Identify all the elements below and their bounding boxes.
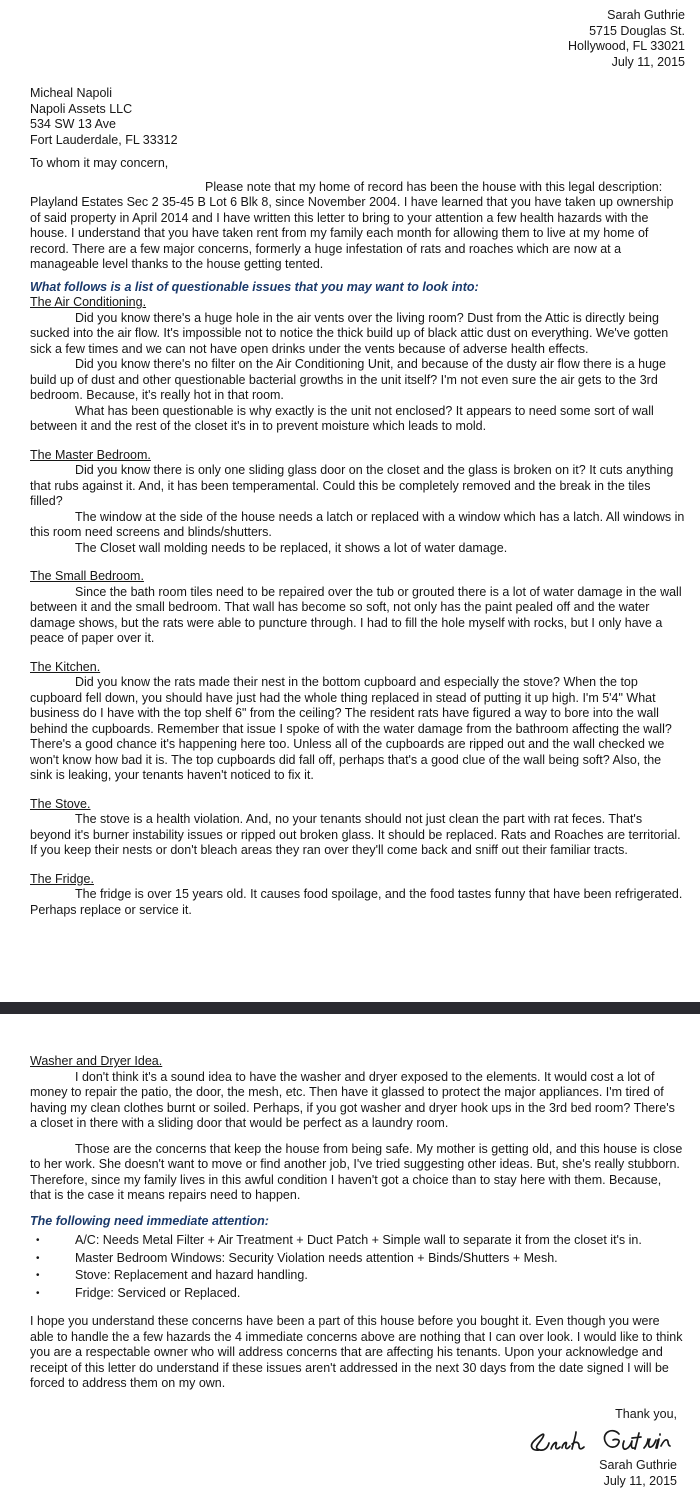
bullet-text: Fridge: Serviced or Replaced. [75, 1285, 685, 1303]
bullet-item [30, 1250, 685, 1268]
recipient-address: 534 SW 13 Ave [30, 117, 685, 133]
section-master-bedroom [30, 448, 685, 557]
section-heading: The Small Bedroom. [30, 569, 685, 585]
bullet-icon: • [30, 1232, 75, 1250]
bullet-text: A/C: Needs Metal Filter + Air Treatment + Duct Patch + Simple wall to separate it from the closet it's in. [75, 1232, 685, 1250]
section-heading: The Master Bedroom. [30, 448, 685, 464]
section-air-conditioning [30, 295, 685, 435]
paragraph: Did you know there's a huge hole in the air vents over the living room? Dust from the Attic is directly being sucked into the air flow. It's impossible not to notice the thick build up of black attic dust on everything. We've gotten sick a few times and we can not have open drinks under the vents because of adverse health effects. [30, 311, 685, 358]
bullet-item [30, 1285, 685, 1303]
section-washer-dryer [30, 1054, 685, 1132]
paragraph: The fridge is over 15 years old. It causes food spoilage, and the food tastes funny that have been refrigerated. Perhaps replace or service it. [30, 887, 685, 918]
section-small-bedroom [30, 569, 685, 647]
thank-you: Thank you, [30, 1407, 677, 1423]
recipient-block [30, 86, 685, 148]
sender-address-line2: Hollywood, FL 33021 [30, 39, 685, 55]
bullet-icon: • [30, 1267, 75, 1285]
bullet-item [30, 1267, 685, 1285]
paragraph: The Closet wall molding needs to be replaced, it shows a lot of water damage. [30, 541, 685, 557]
section-heading: The Fridge. [30, 872, 685, 888]
sender-address-line1: 5715 Douglas St. [30, 24, 685, 40]
section-kitchen [30, 660, 685, 784]
signature-image [527, 1424, 675, 1458]
sender-name: Sarah Guthrie [30, 8, 685, 24]
paragraph: Did you know there is only one sliding glass door on the closet and the glass is broken on it? It cuts anything that rubs against it. And, it has been temperamental. Could this be completely removed and the break in the tiles filled? [30, 463, 685, 510]
attention-intro-heading: The following need immediate attention: [30, 1214, 685, 1230]
recipient-company: Napoli Assets LLC [30, 102, 685, 118]
recipient-name: Micheal Napoli [30, 86, 685, 102]
bullet-text: Master Bedroom Windows: Security Violation needs attention + Binds/Shutters + Mesh. [75, 1250, 685, 1268]
section-heading: Washer and Dryer Idea. [30, 1054, 685, 1070]
bullet-text: Stove: Replacement and hazard handling. [75, 1267, 685, 1285]
paragraph: The window at the side of the house needs a latch or replaced with a window which has a latch. All windows in this room need screens and blinds/shutters. [30, 510, 685, 541]
section-heading: The Air Conditioning. [30, 295, 685, 311]
concerns-paragraph: Those are the concerns that keep the house from being safe. My mother is getting old, and this house is close to her work. She doesn't want to move or find another job, I've tried suggesting other ideas. But, she's really stubborn. Therefore, since my family lives in this awful condition I haven't got a choice than to stay here with them. Because, that is the case it means repairs need to happen. [30, 1142, 685, 1204]
paragraph: I don't think it's a sound idea to have the washer and dryer exposed to the elements. It would cost a lot of money to repair the patio, the door, the mesh, etc. Then have it glassed to protect the major appliances. I'm tired of having my clean clothes burnt or soiled. Perhaps, if you got washer and dryer hook ups in the 3rd bed room? There's a closet in there with a sliding door that would be perfect as a laundry room. [30, 1070, 685, 1132]
paragraph: Did you know the rats made their nest in the bottom cupboard and especially the stove? When the top cupboard fell down, you should have just had the whole thing replaced in stead of putting it up high. I'm 5'4" What business do I have with the top shelf 6" from the ceiling? The resident rats have figured a way to bore into the wall behind the cupboards. Remember that issue I spoke of with the water damage from the bathroom affecting the wall? There's a good chance it's happening here too. Unless all of the cupboards are ripped out and the wall checked we won't know how bad it is. The top cupboards did fall off, perhaps that's a good clue of the wall being soft? Also, the sink is leaking, your tenants haven't noticed to fix it. [30, 675, 685, 784]
paragraph: What has been questionable is why exactly is the unit not enclosed? It appears to need some sort of wall between it and the rest of the closet it's in to prevent moisture which leads to mold. [30, 404, 685, 435]
section-stove [30, 797, 685, 859]
signed-date: July 11, 2015 [30, 1474, 677, 1489]
sender-block [30, 8, 685, 70]
recipient-city: Fort Lauderdale, FL 33312 [30, 133, 685, 149]
section-fridge [30, 872, 685, 919]
bullet-icon: • [30, 1285, 75, 1303]
paragraph: Since the bath room tiles need to be repaired over the tub or grouted there is a lot of water damage in the wall between it and the small bedroom. That wall has become so soft, not only has the paint pealed off and the water damage shows, but the rats were able to puncture through. I had to fill the hole myself with rocks, but I only have a peace of paper over it. [30, 585, 685, 647]
closing-paragraph: I hope you understand these concerns have been a part of this house before you bought it. Even though you were able to handle the a few hazards the 4 immediate concerns above are nothing that I can over look. I would like to think you are a respectable owner who will address concerns that are affecting his tenants. Upon your acknowledge and receipt of this letter do understand if these issues aren't addressed in the next 30 days from the date signed I will be forced to address them on my own. [30, 1314, 685, 1392]
section-heading: The Kitchen. [30, 660, 685, 676]
paragraph: The stove is a health violation. And, no your tenants should not just clean the part with rat feces. That's beyond it's burner instability issues or ripped out broken glass. It should be replaced. Rats and Roaches are territorial. If you keep their nests or don't bleach areas they ran over they'll come back and sniff out their familiar tracts. [30, 812, 685, 859]
attention-list [30, 1232, 685, 1302]
signoff-block [30, 1407, 685, 1489]
sender-date: July 11, 2015 [30, 55, 685, 71]
section-heading: The Stove. [30, 797, 685, 813]
signed-name: Sarah Guthrie [30, 1458, 677, 1474]
intro-paragraph: Please note that my home of record has been the house with this legal description: Playland Estates Sec 2 35-45 B Lot 6 Blk 8, since November 2004. I have learned that you have taken up ownership of said property in April 2014 and I have written this letter to bring to your attention a few health hazards with the house. I understand that you have taken rent from my family each month for allowing them to live at my home of record. There are a few major concerns, formerly a huge infestation of rats and roaches which are now at a manageable level thanks to the house getting tented. [30, 180, 685, 273]
page-break-bar [0, 1002, 700, 1014]
paragraph: Did you know there's no filter on the Air Conditioning Unit, and because of the dusty air flow there is a huge build up of dust and other questionable bacterial growths in the unit itself? I'm not even sure the air gets to the 3rd bedroom. Because, it's really hot in that room. [30, 357, 685, 404]
bullet-icon: • [30, 1250, 75, 1268]
bullet-item [30, 1232, 685, 1250]
list-intro-heading: What follows is a list of questionable issues that you may want to look into: [30, 280, 685, 296]
salutation: To whom it may concern, [30, 156, 685, 172]
